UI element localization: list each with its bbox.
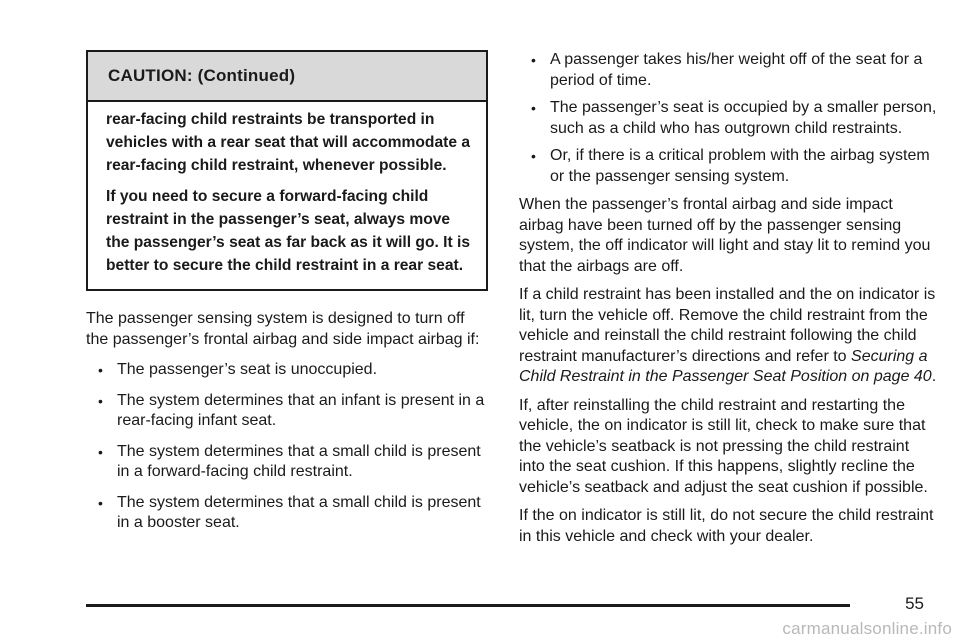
cross-reference-link[interactable]: Securing a Child Restraint in the Passenger Seat Position on page 40 [519,347,932,385]
child-restraint-text-end: . [931,368,937,385]
list-item-text: The passenger’s seat is occupied by a smaller person, such as a child who has outgrown child restraints. [550,99,937,137]
footer-rule [86,604,850,607]
list-item [519,50,939,91]
left-column [86,50,488,534]
list-item-text: Or, if there is a critical problem with the airbag system or the passenger sensing system. [550,147,930,185]
caution-box [86,50,488,291]
reinstall-paragraph: If, after reinstalling the child restraint and restarting the vehicle, the on indicator is still lit, check to make sure that the vehicle’s seatback is not pressing the child restraint into the seat cushion. If this happens, slightly recline the vehicle’s seatback and adjust the seat cushion if possible. [519,396,928,496]
list-item [86,442,488,483]
list-item-text: The passenger’s seat is unoccupied. [117,361,378,378]
caution-paragraph-2: If you need to secure a forward-facing child restraint in the passenger’s seat, always move the passenger’s seat as far back as it will go. It is better to secure the child restraint in a rear seat. [106,188,471,274]
list-item [86,391,488,432]
list-item [86,493,488,534]
caution-paragraph-1: rear-facing child restraints be transported in vehicles with a rear seat that will accommodate a rear-facing child restraint, whenever possible. [106,111,471,174]
list-item [519,146,939,187]
bullet-icon: • [98,494,103,511]
bullet-icon: • [98,362,103,378]
caution-body [88,102,486,289]
list-item-text: The system determines that an infant is present in a rear-facing infant seat. [117,391,485,429]
right-bullet-list [519,50,939,187]
page-number: 55 [905,594,924,613]
left-bullet-list [86,360,488,534]
child-restraint-paragraph [519,285,939,388]
bullet-icon: • [531,148,536,164]
bullet-icon: • [98,443,103,460]
list-item-text: The system determines that a small child is present in a booster seat. [117,493,481,531]
child-restraint-text: If a child restraint has been installed and the on indicator is lit, turn the vehicle off. Remove the child restraint from the vehicle and reinstall the child restraint following the child restraint manufacturer’s directions and refer to [519,286,936,365]
bullet-icon: • [531,100,536,116]
caution-heading: CAUTION: (Continued) [88,52,486,102]
right-column [519,50,939,547]
airbag-off-paragraph: When the passenger’s frontal airbag and side impact airbag have been turned off by the passenger sensing system, the off indicator will light and stay lit to remind you that the airbags are off. [519,196,931,275]
dealer-paragraph: If the on indicator is still lit, do not secure the child restraint in this vehicle and check with your dealer. [519,507,934,545]
bullet-icon: • [98,392,103,409]
list-item-text: The system determines that a small child is present in a forward-facing child restraint. [117,442,481,480]
list-item [86,360,488,381]
list-item-text: A passenger takes his/her weight off of the seat for a period of time. [550,51,923,89]
intro-paragraph: The passenger sensing system is designed to turn off the passenger’s frontal airbag and side impact airbag if: [86,310,480,348]
watermark: carmanualsonline.info [782,619,952,638]
bullet-icon: • [531,52,536,68]
list-item [519,98,939,139]
